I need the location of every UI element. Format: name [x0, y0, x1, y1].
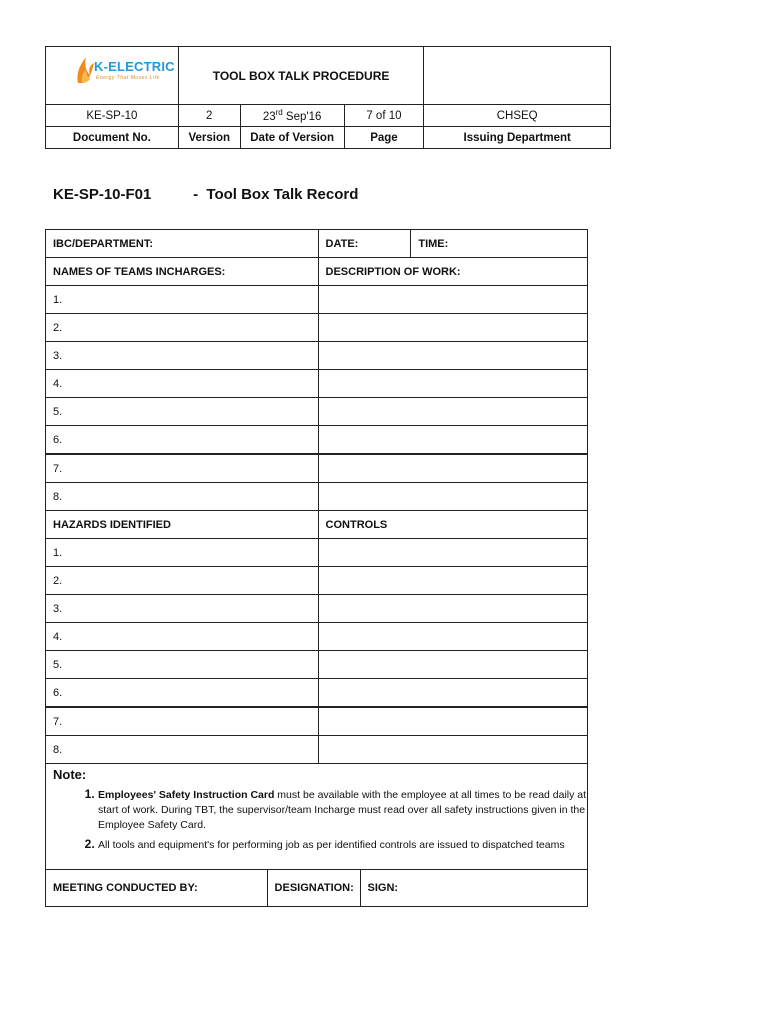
team-detail-1[interactable]: [318, 286, 587, 314]
tool-box-talk-form: [45, 229, 588, 907]
form-title: [53, 186, 358, 203]
doc-no-value: KE-SP-10: [46, 105, 179, 127]
logo-cell: [46, 47, 179, 105]
team-rows: [46, 286, 588, 511]
table-row: [46, 623, 588, 651]
team-entry-1[interactable]: 1.: [46, 286, 319, 314]
note-item: 1. Employees' Safety Instruction Card must be available with the employee at all times to be read daily at start of work. During TBT, the supervisor/team Incharge must read over all safety instructions given in the Employee Safety Card.: [98, 787, 587, 833]
team-entry-3[interactable]: 3.: [46, 342, 319, 370]
team-entry-7[interactable]: 7.: [46, 454, 319, 483]
table-row: [46, 707, 588, 736]
team-detail-4[interactable]: [318, 370, 587, 398]
time-field[interactable]: TIME:: [411, 230, 588, 258]
note-list: [53, 787, 587, 853]
table-row: [46, 314, 588, 342]
team-detail-2[interactable]: [318, 314, 587, 342]
team-entry-5[interactable]: 5.: [46, 398, 319, 426]
note-label: Note:: [53, 767, 87, 782]
version-label: Version: [178, 127, 240, 149]
team-entry-4[interactable]: 4.: [46, 370, 319, 398]
date-field[interactable]: DATE:: [318, 230, 411, 258]
designation-field[interactable]: DESIGNATION:: [267, 870, 360, 907]
note-item: 2. All tools and equipment's for performing job as per identified controls are issued to dispatched teams: [98, 837, 587, 853]
team-detail-7[interactable]: [318, 454, 587, 483]
k-electric-logo: [74, 55, 186, 85]
hazard-detail-2[interactable]: [318, 567, 587, 595]
table-row: [46, 342, 588, 370]
meeting-conducted-by-field[interactable]: MEETING CONDUCTED BY:: [46, 870, 268, 907]
hazard-detail-6[interactable]: [318, 679, 587, 708]
team-entry-2[interactable]: 2.: [46, 314, 319, 342]
form-code: KE-SP-10-F01: [53, 186, 152, 203]
team-detail-8[interactable]: [318, 483, 587, 511]
hazard-entry-1[interactable]: 1.: [46, 539, 319, 567]
hazard-detail-7[interactable]: [318, 707, 587, 736]
logo-text: K-ELECTRIC: [94, 59, 175, 74]
page-value: 7 of 10: [344, 105, 424, 127]
hazard-entry-6[interactable]: 6.: [46, 679, 319, 708]
description-label: DESCRIPTION OF WORK:: [318, 258, 587, 286]
team-entry-6[interactable]: 6.: [46, 426, 319, 455]
hazard-entry-7[interactable]: 7.: [46, 707, 319, 736]
ibc-department-field[interactable]: IBC/DEPARTMENT:: [46, 230, 319, 258]
table-row: [46, 651, 588, 679]
hazard-detail-1[interactable]: [318, 539, 587, 567]
hazard-entry-2[interactable]: 2.: [46, 567, 319, 595]
hazard-detail-4[interactable]: [318, 623, 587, 651]
flame-icon: [74, 55, 96, 85]
table-row: [46, 595, 588, 623]
date-label: Date of Version: [240, 127, 344, 149]
team-entry-8[interactable]: 8.: [46, 483, 319, 511]
controls-label: CONTROLS: [318, 511, 587, 539]
department-label: Issuing Department: [424, 127, 611, 149]
hazard-detail-5[interactable]: [318, 651, 587, 679]
table-row: [46, 286, 588, 314]
note-section: [46, 764, 588, 870]
hazards-label: HAZARDS IDENTIFIED: [46, 511, 319, 539]
table-row: [46, 370, 588, 398]
version-value: 2: [178, 105, 240, 127]
date-value: 23rd Sep'16: [240, 105, 344, 127]
table-row: [46, 454, 588, 483]
team-detail-6[interactable]: [318, 426, 587, 455]
hazard-entry-4[interactable]: 4.: [46, 623, 319, 651]
doc-no-label: Document No.: [46, 127, 179, 149]
table-row: [46, 567, 588, 595]
document-header-table: [45, 46, 611, 149]
table-row: [46, 679, 588, 708]
hazard-rows: [46, 539, 588, 764]
form-title-text: - Tool Box Talk Record: [193, 186, 359, 203]
hazard-detail-3[interactable]: [318, 595, 587, 623]
table-row: [46, 398, 588, 426]
names-label: NAMES OF TEAMS INCHARGES:: [46, 258, 319, 286]
header-blank-cell: [424, 47, 611, 105]
table-row: [46, 539, 588, 567]
table-row: [46, 483, 588, 511]
hazard-entry-8[interactable]: 8.: [46, 736, 319, 764]
team-detail-3[interactable]: [318, 342, 587, 370]
logo-tagline: Energy That Moves Life: [96, 75, 160, 81]
table-row: [46, 736, 588, 764]
department-value: CHSEQ: [424, 105, 611, 127]
page-label: Page: [344, 127, 424, 149]
sign-field[interactable]: SIGN:: [360, 870, 587, 907]
team-detail-5[interactable]: [318, 398, 587, 426]
hazard-entry-3[interactable]: 3.: [46, 595, 319, 623]
table-row: [46, 426, 588, 455]
hazard-detail-8[interactable]: [318, 736, 587, 764]
procedure-title: TOOL BOX TALK PROCEDURE: [178, 47, 424, 105]
hazard-entry-5[interactable]: 5.: [46, 651, 319, 679]
